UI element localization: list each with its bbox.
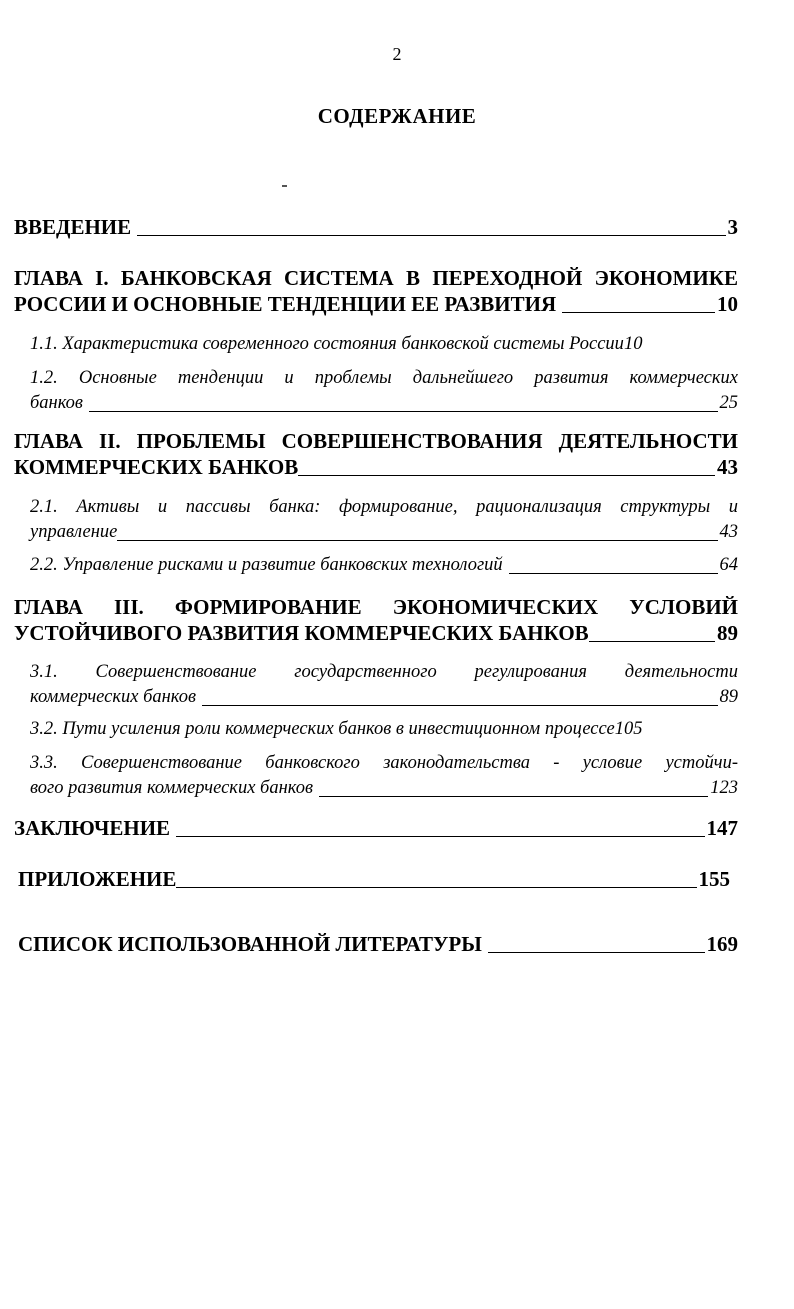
toc-page: 43 (717, 455, 738, 479)
dot-leader (589, 641, 715, 642)
dot-leader (89, 411, 718, 412)
toc-label-line1: 3.3. Совершенствование банковского законодательства - условие устойчи- (30, 753, 738, 773)
toc-label-line1: ГЛАВА III. ФОРМИРОВАНИЕ ЭКОНОМИЧЕСКИХ УСЛОВИЙ (14, 595, 738, 619)
toc-entry-section-2-2[interactable] (30, 553, 738, 578)
scan-speck (282, 185, 287, 187)
toc-label-line2: коммерческих банков (30, 687, 197, 707)
toc-label-line1: ГЛАВА II. ПРОБЛЕМЫ СОВЕРШЕНСТВОВАНИЯ ДЕЯТЕЛЬНОСТИ (14, 429, 738, 453)
toc-entry-section-1-2[interactable] (30, 366, 738, 416)
dot-leader (202, 705, 717, 706)
toc-label: СПИСОК ИСПОЛЬЗОВАННОЙ ЛИТЕРАТУРЫ (18, 932, 482, 956)
toc-entry-chapter-3[interactable] (14, 594, 738, 646)
toc-page: 105 (614, 719, 643, 739)
toc-page: 147 (706, 816, 738, 840)
toc-label-line1: 1.2. Основные тенденции и проблемы дальнейшего развития коммерческих (30, 368, 738, 388)
toc-page: 43 (719, 522, 738, 542)
dot-leader (117, 540, 717, 541)
toc-label-line2: вого развития коммерческих банков (30, 778, 313, 798)
toc-page: 25 (719, 393, 738, 413)
dot-leader (562, 312, 715, 313)
toc-page: 123 (710, 778, 738, 798)
dot-leader (176, 887, 696, 888)
toc-page: 10 (717, 292, 738, 316)
toc-page: 10 (623, 334, 643, 354)
toc-label-line1: 2.1. Активы и пассивы банка: формирование, рационализация структуры и (30, 497, 738, 517)
dot-leader (509, 573, 718, 574)
toc-label: ЗАКЛЮЧЕНИЕ (14, 816, 171, 840)
toc-label-line2: управление (30, 522, 118, 542)
dot-leader (137, 235, 725, 236)
toc-label: 3.2. Пути усиления роли коммерческих банков в инвестиционном процессе (30, 719, 615, 739)
toc-entry-introduction[interactable] (14, 214, 738, 240)
toc-label-line1: 3.1. Совершенствование государственного регулирования деятельности (30, 662, 738, 682)
page-number: 2 (392, 44, 402, 64)
toc-page: 89 (717, 621, 738, 645)
dot-leader (176, 836, 704, 837)
toc-page: 3 (727, 215, 738, 239)
toc-entry-conclusion[interactable] (14, 815, 738, 841)
toc-page: 155 (698, 867, 730, 891)
toc-page: 169 (706, 932, 738, 956)
toc-entry-chapter-2[interactable] (14, 428, 738, 480)
dot-leader (319, 796, 708, 797)
toc-entry-references[interactable] (18, 931, 738, 957)
toc-page: 64 (719, 555, 738, 575)
toc-label-line2: УСТОЙЧИВОГО РАЗВИТИЯ КОММЕРЧЕСКИХ БАНКОВ (14, 621, 589, 645)
toc-label-line2: КОММЕРЧЕСКИХ БАНКОВ (14, 455, 299, 479)
toc-label: 2.2. Управление рисками и развитие банковских технологий (30, 555, 503, 575)
toc-label: 1.1. Характеристика современного состояния банковской системы России (30, 334, 624, 354)
toc-label: ВВЕДЕНИЕ (14, 215, 132, 239)
toc-entry-section-2-1[interactable] (30, 495, 738, 545)
toc-entry-section-3-2[interactable] (30, 717, 746, 742)
dot-leader (488, 952, 705, 953)
toc-entry-chapter-1[interactable] (14, 265, 738, 317)
toc-entry-section-3-1[interactable] (30, 660, 738, 710)
toc-entry-section-3-3[interactable] (30, 751, 738, 801)
toc-label: ПРИЛОЖЕНИЕ (18, 867, 177, 891)
toc-page: 89 (719, 687, 738, 707)
toc-label-line2: банков (30, 393, 83, 413)
dot-leader (298, 475, 715, 476)
toc-entry-appendix[interactable] (18, 866, 730, 892)
toc-label-line2: РОССИИ И ОСНОВНЫЕ ТЕНДЕНЦИИ ЕЕ РАЗВИТИЯ (14, 292, 557, 316)
toc-label-line1: ГЛАВА I. БАНКОВСКАЯ СИСТЕМА В ПЕРЕХОДНОЙ ЭКОНОМИКЕ (14, 266, 738, 290)
toc-entry-section-1-1[interactable] (30, 332, 738, 357)
page-title: СОДЕРЖАНИЕ (317, 104, 477, 128)
